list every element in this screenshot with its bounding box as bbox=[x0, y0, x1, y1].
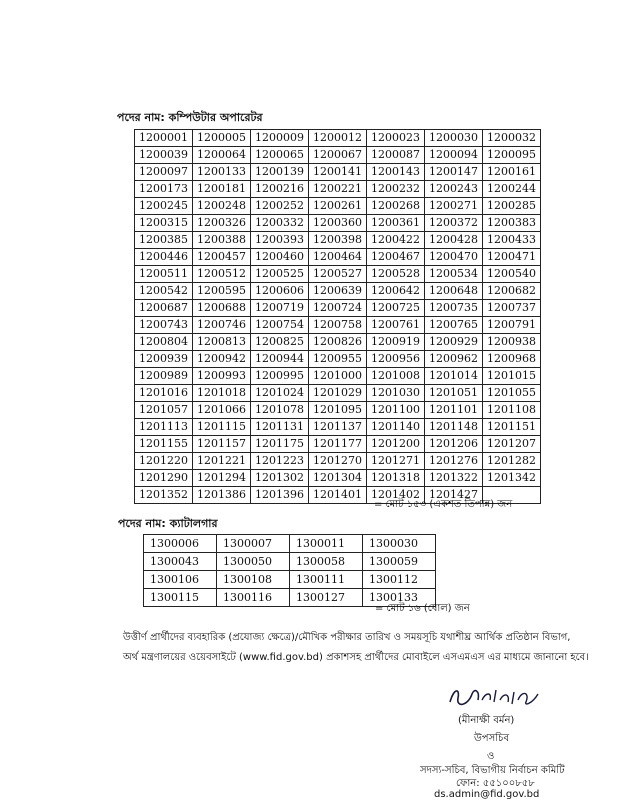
roll-number-cell: 1201304 bbox=[309, 470, 367, 487]
table-row bbox=[135, 232, 541, 249]
table-row bbox=[135, 317, 541, 334]
roll-number-cell: 1201206 bbox=[425, 436, 483, 453]
roll-number-cell: 1200938 bbox=[483, 334, 541, 351]
roll-number-cell: 1300115 bbox=[144, 589, 217, 607]
roll-number-cell: 1200388 bbox=[193, 232, 251, 249]
roll-number-cell: 1201137 bbox=[309, 419, 367, 436]
signatory-designation: উপসচিব bbox=[474, 733, 510, 744]
roll-number-cell: 1300111 bbox=[290, 571, 363, 589]
roll-number-cell: 1200315 bbox=[135, 215, 193, 232]
roll-number-cell: 1200826 bbox=[309, 334, 367, 351]
roll-number-cell: 1200372 bbox=[425, 215, 483, 232]
roll-number-cell: 1200527 bbox=[309, 266, 367, 283]
roll-table-computer-operator bbox=[134, 129, 541, 504]
roll-number-cell: 1201014 bbox=[425, 368, 483, 385]
roll-number-cell: 1200143 bbox=[367, 164, 425, 181]
roll-number-cell: 1200687 bbox=[135, 300, 193, 317]
roll-number-cell: 1201342 bbox=[483, 470, 541, 487]
table-row bbox=[135, 266, 541, 283]
roll-number-cell: 1300108 bbox=[217, 571, 290, 589]
roll-number-cell: 1201177 bbox=[309, 436, 367, 453]
roll-number-cell: 1200221 bbox=[309, 181, 367, 198]
roll-number-cell: 1200746 bbox=[193, 317, 251, 334]
roll-number-cell: 1200385 bbox=[135, 232, 193, 249]
roll-number-cell: 1200791 bbox=[483, 317, 541, 334]
roll-number-cell: 1200243 bbox=[425, 181, 483, 198]
roll-number-cell: 1300133 bbox=[363, 589, 436, 607]
roll-number-cell: 1200540 bbox=[483, 266, 541, 283]
roll-number-cell: 1201352 bbox=[135, 487, 193, 504]
roll-number-cell: 1200528 bbox=[367, 266, 425, 283]
total-computer-operator: = মোট ১৫৩ (একশত তিপান্ন) জন bbox=[374, 499, 513, 510]
table-row bbox=[135, 300, 541, 317]
roll-number-cell: 1200724 bbox=[309, 300, 367, 317]
roll-number-cell: 1200761 bbox=[367, 317, 425, 334]
roll-number-cell: 1200271 bbox=[425, 198, 483, 215]
roll-number-cell: 1200332 bbox=[251, 215, 309, 232]
roll-number-cell: 1201055 bbox=[483, 385, 541, 402]
roll-number-cell: 1201271 bbox=[367, 453, 425, 470]
roll-number-cell: 1200422 bbox=[367, 232, 425, 249]
table-row bbox=[135, 402, 541, 419]
roll-number-cell: 1201427 bbox=[425, 487, 483, 504]
table-row bbox=[135, 181, 541, 198]
roll-number-cell: 1201401 bbox=[309, 487, 367, 504]
roll-number-cell: 1200993 bbox=[193, 368, 251, 385]
roll-number-cell: 1200525 bbox=[251, 266, 309, 283]
total-cataloguer: = মোট ১৬ (ষোল) জন bbox=[375, 603, 470, 614]
roll-number-cell: 1200825 bbox=[251, 334, 309, 351]
roll-number-cell: 1200467 bbox=[367, 249, 425, 266]
table-row bbox=[135, 368, 541, 385]
roll-number-cell: 1200688 bbox=[193, 300, 251, 317]
roll-number-cell: 1200470 bbox=[425, 249, 483, 266]
roll-number-cell: 1201078 bbox=[251, 402, 309, 419]
roll-number-cell: 1201282 bbox=[483, 453, 541, 470]
roll-number-cell: 1200457 bbox=[193, 249, 251, 266]
roll-number-cell: 1200064 bbox=[193, 147, 251, 164]
roll-number-cell: 1201148 bbox=[425, 419, 483, 436]
roll-number-cell: 1201016 bbox=[135, 385, 193, 402]
roll-number-cell: 1201396 bbox=[251, 487, 309, 504]
roll-number-cell: 1201220 bbox=[135, 453, 193, 470]
roll-number-cell: 1200648 bbox=[425, 283, 483, 300]
roll-number-cell: 1201223 bbox=[251, 453, 309, 470]
roll-number-cell: 1200919 bbox=[367, 334, 425, 351]
table-row bbox=[135, 164, 541, 181]
roll-number-cell: 1200244 bbox=[483, 181, 541, 198]
roll-number-cell: 1200511 bbox=[135, 266, 193, 283]
roll-number-cell: 1200065 bbox=[251, 147, 309, 164]
roll-number-cell: 1201018 bbox=[193, 385, 251, 402]
notice-line-2: অর্থ মন্ত্রণালয়ের ওয়েবসাইটে (www.fid.gov.bd) প্রকাশসহ প্রার্থীদের মোবাইলে এসএমএস এর মাধ্যমে জানানো হবে। bbox=[123, 652, 589, 663]
table-row bbox=[135, 198, 541, 215]
roll-number-cell: 1201290 bbox=[135, 470, 193, 487]
roll-number-cell: 1201200 bbox=[367, 436, 425, 453]
roll-number-cell: 1200813 bbox=[193, 334, 251, 351]
roll-number-cell: 1300059 bbox=[363, 553, 436, 571]
table-row bbox=[135, 470, 541, 487]
table-row bbox=[135, 351, 541, 368]
roll-number-cell: 1200139 bbox=[251, 164, 309, 181]
signatory-email: ds.admin@fid.gov.bd bbox=[434, 789, 540, 800]
roll-number-cell: 1200094 bbox=[425, 147, 483, 164]
handwritten-signature bbox=[446, 682, 546, 712]
roll-number-cell: 1200460 bbox=[251, 249, 309, 266]
table-row bbox=[135, 130, 541, 147]
signatory-name: (মীনাক্ষী বর্মন) bbox=[458, 715, 515, 726]
notice-line-1: উত্তীর্ণ প্রার্থীদের ব্যবহারিক (প্রযোজ্য ক্ষেত্রে)/মৌখিক পরীক্ষার তারিখ ও সময়সূচি যথাশীঘ্র আর্থিক প্রতিষ্ঠান বিভাগ, bbox=[123, 632, 571, 643]
roll-number-cell: 1200248 bbox=[193, 198, 251, 215]
roll-number-cell: 1200719 bbox=[251, 300, 309, 317]
roll-number-cell: 1200252 bbox=[251, 198, 309, 215]
roll-number-cell: 1200725 bbox=[367, 300, 425, 317]
roll-number-cell: 1200030 bbox=[425, 130, 483, 147]
roll-number-cell: 1200360 bbox=[309, 215, 367, 232]
roll-number-cell: 1200534 bbox=[425, 266, 483, 283]
roll-number-cell: 1200428 bbox=[425, 232, 483, 249]
roll-number-cell: 1201000 bbox=[309, 368, 367, 385]
roll-number-cell: 1300112 bbox=[363, 571, 436, 589]
roll-number-cell: 1201113 bbox=[135, 419, 193, 436]
roll-number-cell: 1200326 bbox=[193, 215, 251, 232]
roll-number-cell: 1201024 bbox=[251, 385, 309, 402]
roll-number-cell: 1300050 bbox=[217, 553, 290, 571]
table-row bbox=[135, 334, 541, 351]
roll-number-cell: 1200942 bbox=[193, 351, 251, 368]
roll-number-cell: 1201294 bbox=[193, 470, 251, 487]
table-row bbox=[135, 147, 541, 164]
roll-number-cell: 1201157 bbox=[193, 436, 251, 453]
roll-number-cell: 1200743 bbox=[135, 317, 193, 334]
roll-number-cell: 1300007 bbox=[217, 535, 290, 553]
roll-number-cell: 1201051 bbox=[425, 385, 483, 402]
roll-number-cell: 1201276 bbox=[425, 453, 483, 470]
roll-number-cell: 1200285 bbox=[483, 198, 541, 215]
roll-number-cell: 1200133 bbox=[193, 164, 251, 181]
roll-number-cell: 1201066 bbox=[193, 402, 251, 419]
roll-number-cell: 1200446 bbox=[135, 249, 193, 266]
roll-number-cell: 1201207 bbox=[483, 436, 541, 453]
table-row bbox=[144, 571, 436, 589]
table-row bbox=[135, 436, 541, 453]
roll-number-cell: 1200012 bbox=[309, 130, 367, 147]
roll-number-cell: 1200095 bbox=[483, 147, 541, 164]
roll-number-cell: 1200758 bbox=[309, 317, 367, 334]
roll-number-cell: 1200754 bbox=[251, 317, 309, 334]
roll-number-cell: 1300058 bbox=[290, 553, 363, 571]
roll-number-cell: 1300006 bbox=[144, 535, 217, 553]
roll-number-cell: 1201030 bbox=[367, 385, 425, 402]
roll-number-cell: 1300011 bbox=[290, 535, 363, 553]
roll-number-cell: 1201140 bbox=[367, 419, 425, 436]
roll-number-cell: 1200642 bbox=[367, 283, 425, 300]
roll-number-cell: 1300030 bbox=[363, 535, 436, 553]
roll-number-cell: 1200232 bbox=[367, 181, 425, 198]
roll-number-cell: 1200361 bbox=[367, 215, 425, 232]
roll-number-cell: 1200393 bbox=[251, 232, 309, 249]
roll-number-cell: 1200737 bbox=[483, 300, 541, 317]
roll-number-cell: 1200956 bbox=[367, 351, 425, 368]
table-row bbox=[135, 249, 541, 266]
post-title-cataloguer: পদের নাম: ক্যাটালগার bbox=[118, 517, 218, 530]
roll-number-cell: 1201108 bbox=[483, 402, 541, 419]
roll-number-cell: 1201015 bbox=[483, 368, 541, 385]
signatory-phone: ফোন: ৫৫১০০৮৫৮ bbox=[456, 778, 535, 789]
table-row bbox=[135, 419, 541, 436]
signatory-conjunction: ও bbox=[487, 751, 495, 762]
table-row bbox=[135, 215, 541, 232]
roll-number-cell: 1200087 bbox=[367, 147, 425, 164]
roll-number-cell: 1201029 bbox=[309, 385, 367, 402]
roll-number-cell: 1201008 bbox=[367, 368, 425, 385]
roll-number-cell: 1200595 bbox=[193, 283, 251, 300]
roll-number-cell: 1201155 bbox=[135, 436, 193, 453]
roll-number-cell: 1200383 bbox=[483, 215, 541, 232]
roll-number-cell: 1201322 bbox=[425, 470, 483, 487]
roll-number-cell: 1201100 bbox=[367, 402, 425, 419]
roll-number-cell: 1201101 bbox=[425, 402, 483, 419]
signatory-role: সদস্য-সচিব, বিভাগীয় নির্বাচন কমিটি bbox=[420, 765, 565, 776]
roll-number-cell: 1200032 bbox=[483, 130, 541, 147]
roll-number-cell: 1200161 bbox=[483, 164, 541, 181]
roll-number-cell: 1201302 bbox=[251, 470, 309, 487]
roll-number-cell: 1200173 bbox=[135, 181, 193, 198]
roll-number-cell: 1200001 bbox=[135, 130, 193, 147]
roll-number-cell: 1200433 bbox=[483, 232, 541, 249]
roll-number-cell: 1201151 bbox=[483, 419, 541, 436]
roll-number-cell: 1201131 bbox=[251, 419, 309, 436]
notice-paragraph bbox=[123, 628, 603, 668]
roll-number-cell: 1201221 bbox=[193, 453, 251, 470]
roll-table-cataloguer bbox=[143, 534, 436, 607]
post-title-computer-operator: পদের নাম: কম্পিউটার অপারেটর bbox=[117, 111, 263, 124]
roll-number-cell: 1300106 bbox=[144, 571, 217, 589]
roll-number-cell: 1200005 bbox=[193, 130, 251, 147]
roll-number-cell: 1200989 bbox=[135, 368, 193, 385]
roll-number-cell: 1200398 bbox=[309, 232, 367, 249]
roll-number-cell: 1200929 bbox=[425, 334, 483, 351]
roll-number-cell: 1300116 bbox=[217, 589, 290, 607]
roll-number-cell: 1200512 bbox=[193, 266, 251, 283]
table-row bbox=[144, 535, 436, 553]
roll-number-cell: 1200141 bbox=[309, 164, 367, 181]
roll-number-cell: 1200804 bbox=[135, 334, 193, 351]
roll-number-cell: 1200765 bbox=[425, 317, 483, 334]
table-row bbox=[135, 385, 541, 402]
roll-number-cell: 1200147 bbox=[425, 164, 483, 181]
roll-number-cell: 1200962 bbox=[425, 351, 483, 368]
roll-number-cell: 1200471 bbox=[483, 249, 541, 266]
roll-number-cell: 1201115 bbox=[193, 419, 251, 436]
roll-number-cell: 1200039 bbox=[135, 147, 193, 164]
roll-number-cell: 1200067 bbox=[309, 147, 367, 164]
roll-number-cell: 1200995 bbox=[251, 368, 309, 385]
roll-number-cell: 1201175 bbox=[251, 436, 309, 453]
roll-number-cell: 1200181 bbox=[193, 181, 251, 198]
roll-number-cell: 1200955 bbox=[309, 351, 367, 368]
table-row bbox=[144, 553, 436, 571]
roll-number-cell: 1201402 bbox=[367, 487, 425, 504]
roll-number-cell: 1201386 bbox=[193, 487, 251, 504]
roll-number-cell: 1300127 bbox=[290, 589, 363, 607]
roll-number-cell: 1200464 bbox=[309, 249, 367, 266]
roll-number-cell: 1200009 bbox=[251, 130, 309, 147]
roll-number-cell: 1200245 bbox=[135, 198, 193, 215]
roll-number-cell: 1201095 bbox=[309, 402, 367, 419]
roll-number-cell: 1200023 bbox=[367, 130, 425, 147]
roll-number-cell: 1200261 bbox=[309, 198, 367, 215]
roll-number-cell: 1201057 bbox=[135, 402, 193, 419]
roll-number-cell: 1200968 bbox=[483, 351, 541, 368]
roll-number-cell: 1201270 bbox=[309, 453, 367, 470]
roll-number-cell: 1200097 bbox=[135, 164, 193, 181]
table-row bbox=[135, 283, 541, 300]
roll-number-cell: 1201318 bbox=[367, 470, 425, 487]
roll-number-cell: 1200682 bbox=[483, 283, 541, 300]
roll-number-cell: 1200735 bbox=[425, 300, 483, 317]
roll-number-cell: 1200606 bbox=[251, 283, 309, 300]
table-row bbox=[135, 453, 541, 470]
roll-number-cell: 1300043 bbox=[144, 553, 217, 571]
roll-number-cell: 1200944 bbox=[251, 351, 309, 368]
roll-number-cell: 1200542 bbox=[135, 283, 193, 300]
roll-number-cell: 1200216 bbox=[251, 181, 309, 198]
roll-number-cell: 1200939 bbox=[135, 351, 193, 368]
roll-number-cell: 1200268 bbox=[367, 198, 425, 215]
roll-number-cell: 1200639 bbox=[309, 283, 367, 300]
